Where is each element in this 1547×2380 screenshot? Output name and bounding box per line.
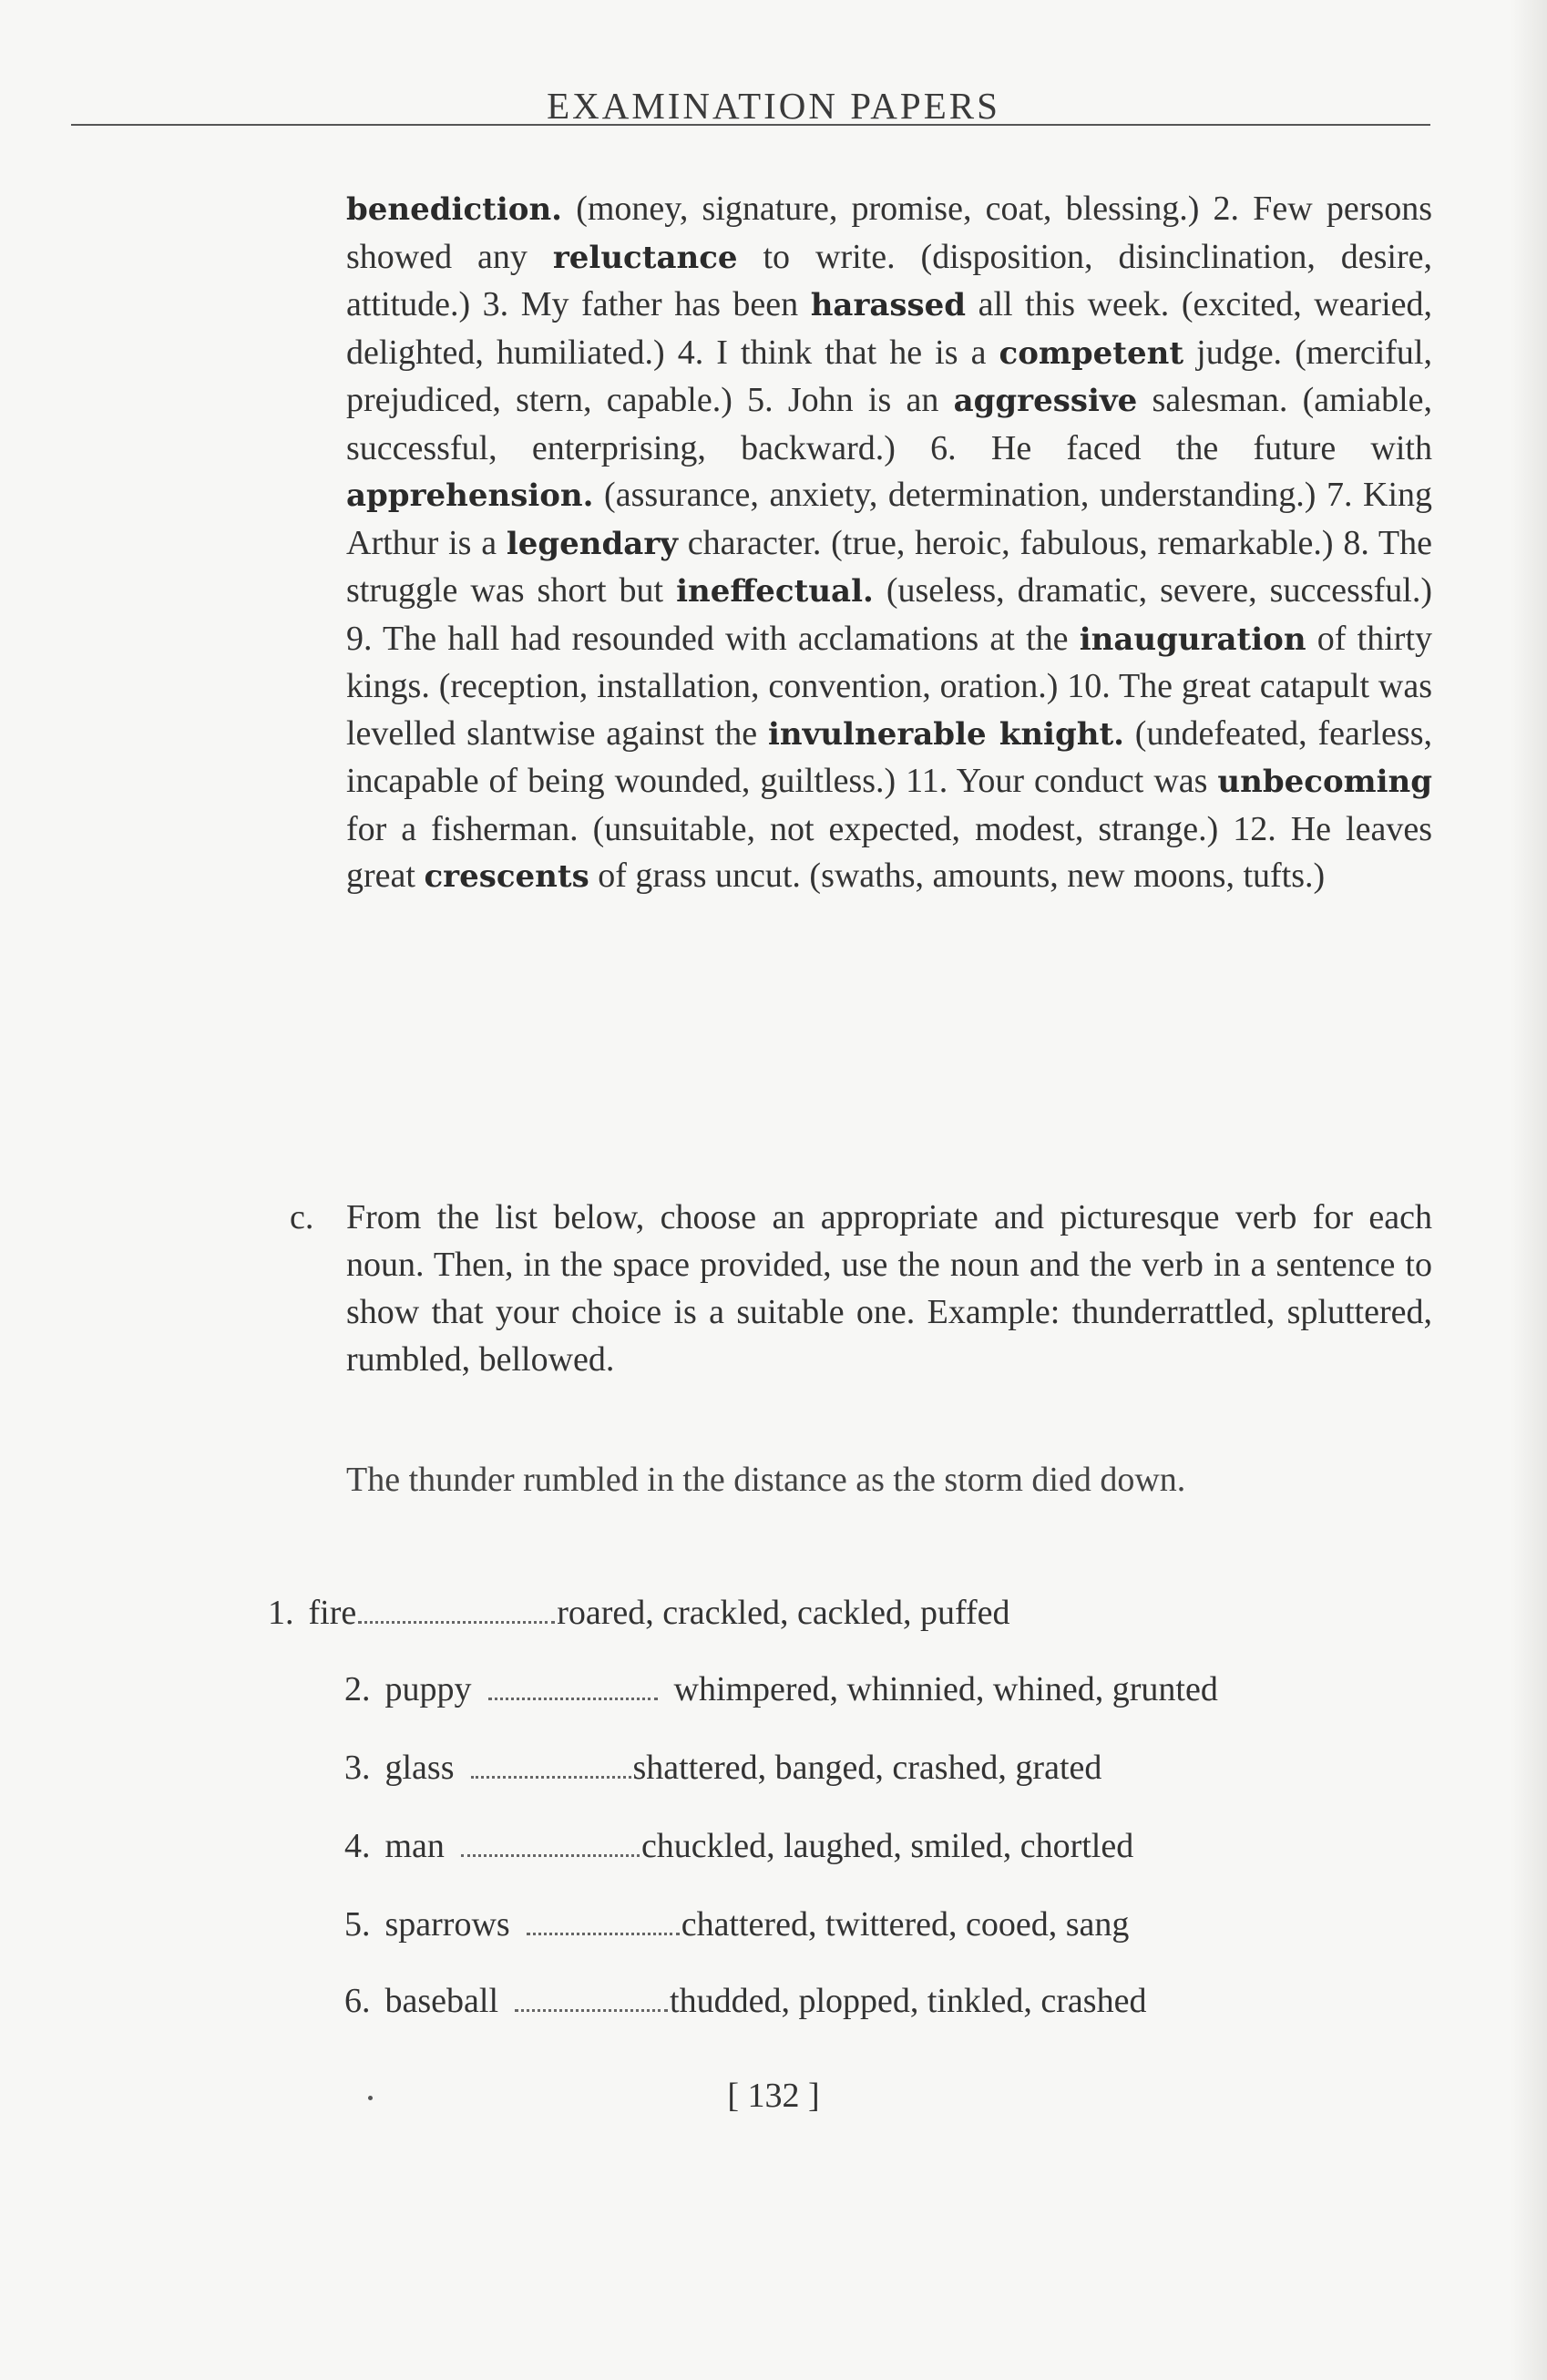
item-options: chuckled, laughed, smiled, chortled bbox=[640, 1827, 1134, 1865]
paragraph-text: to write. (disposition, disinclination, desire, attitude.) 3. My father has been bbox=[346, 237, 1432, 323]
vocabulary-exercise-paragraph bbox=[346, 186, 1432, 901]
paragraph-text: judge. (merciful, prejudiced, stern, capable.) 5. John is an bbox=[346, 333, 1432, 419]
item-noun: man bbox=[384, 1827, 445, 1865]
page-edge-shadow bbox=[1511, 0, 1547, 2380]
paragraph-text: (undefeated, fearless, incapable of being wounded, guiltless.) 11. Your conduct was bbox=[346, 713, 1432, 800]
vocabulary-word: competent bbox=[999, 334, 1184, 372]
paragraph-text: of thirty kings. (reception, installation, convention, oration.) 10. The great catapult was levelled slantwise against the bbox=[346, 619, 1432, 753]
item-options: roared, crackled, cackled, puffed bbox=[557, 1594, 1010, 1632]
vocabulary-word: harassed bbox=[810, 287, 967, 323]
answer-blank bbox=[461, 1829, 640, 1857]
item-noun: puppy bbox=[384, 1670, 472, 1708]
item-number: 3. bbox=[344, 1749, 371, 1787]
item-options: chattered, twittered, cooed, sang bbox=[681, 1905, 1130, 1944]
vocabulary-word: inauguration bbox=[1079, 621, 1306, 658]
answer-blank bbox=[515, 1984, 668, 2012]
item-noun: glass bbox=[384, 1749, 455, 1787]
section-letter: c. bbox=[290, 1198, 314, 1236]
vocabulary-word: unbecoming bbox=[1217, 764, 1432, 800]
vocabulary-word: aggressive bbox=[953, 383, 1138, 419]
list-item bbox=[344, 1748, 1101, 1788]
vocabulary-word: ineffectual. bbox=[676, 573, 874, 610]
paragraph-text: for a fisherman. (unsuitable, not expected, modest, strange.) 12. He leaves great bbox=[346, 809, 1432, 895]
item-options: whimpered, whinnied, whined, grunted bbox=[673, 1670, 1218, 1708]
paragraph-text: of grass uncut. (swaths, amounts, new moons, tufts.) bbox=[589, 857, 1326, 895]
list-item bbox=[268, 1593, 1009, 1633]
item-noun: sparrows bbox=[384, 1905, 510, 1944]
list-item bbox=[344, 1826, 1133, 1866]
vocabulary-word: invulnerable knight. bbox=[767, 715, 1124, 753]
item-noun: baseball bbox=[384, 1982, 499, 2020]
answer-blank bbox=[488, 1672, 658, 1700]
paragraph-text: (assurance, anxiety, determination, understanding.) 7. King Arthur is a bbox=[346, 476, 1432, 562]
paragraph-text: all this week. (excited, wearied, delighted, humiliated.) 4. I think that he is a bbox=[346, 285, 1433, 372]
answer-blank bbox=[527, 1907, 680, 1935]
paragraph-text: (money, signature, promise, coat, blessing.) 2. Few persons showed any bbox=[346, 190, 1432, 276]
item-number: 6. bbox=[344, 1982, 371, 2020]
item-number: 4. bbox=[344, 1827, 371, 1865]
answer-blank bbox=[358, 1595, 555, 1624]
header-rule bbox=[71, 124, 1430, 126]
paragraph-text: (useless, dramatic, severe, successful.) 9. The hall had resounded with acclamations at the bbox=[346, 571, 1432, 658]
example-sentence: The thunder rumbled in the distance as the storm died down. bbox=[346, 1461, 1186, 1499]
item-options: shattered, banged, crashed, grated bbox=[632, 1749, 1102, 1787]
item-noun: fire bbox=[308, 1594, 357, 1632]
vocabulary-word: reluctance bbox=[552, 239, 738, 276]
running-header: EXAMINATION PAPERS bbox=[547, 85, 1000, 127]
section-c bbox=[290, 1194, 1432, 1383]
paragraph-text: character. (true, heroic, fabulous, remarkable.) 8. The struggle was short but bbox=[346, 523, 1432, 610]
list-item bbox=[344, 1981, 1146, 2021]
section-c-instructions bbox=[346, 1194, 1432, 1383]
item-number: 5. bbox=[344, 1905, 371, 1944]
vocabulary-word: legendary bbox=[506, 525, 678, 562]
item-number: 2. bbox=[344, 1670, 371, 1708]
vocabulary-word: crescents bbox=[424, 858, 589, 895]
page-number: [ 132 ] bbox=[727, 2077, 820, 2115]
vocabulary-word: apprehension. bbox=[346, 477, 594, 514]
example-options: rattled, spluttered, rumbled, bellowed. bbox=[346, 1293, 1432, 1379]
item-number: 1. bbox=[268, 1594, 294, 1632]
paragraph-text: salesman. (amiable, successful, enterprising, backward.) 6. He faced the future with bbox=[346, 381, 1432, 467]
list-item bbox=[344, 1904, 1129, 1944]
item-options: thudded, plopped, tinkled, crashed bbox=[670, 1982, 1147, 2020]
list-item bbox=[344, 1669, 1218, 1709]
answer-blank bbox=[471, 1750, 631, 1779]
instructions-text: From the list below, choose an appropriate and picturesque verb for each noun. Then, in the space provided, use the noun and the verb in a sentence to show that your choice is a suitable one. Example: thunder bbox=[346, 1198, 1432, 1331]
vocabulary-word: benediction. bbox=[346, 191, 563, 228]
